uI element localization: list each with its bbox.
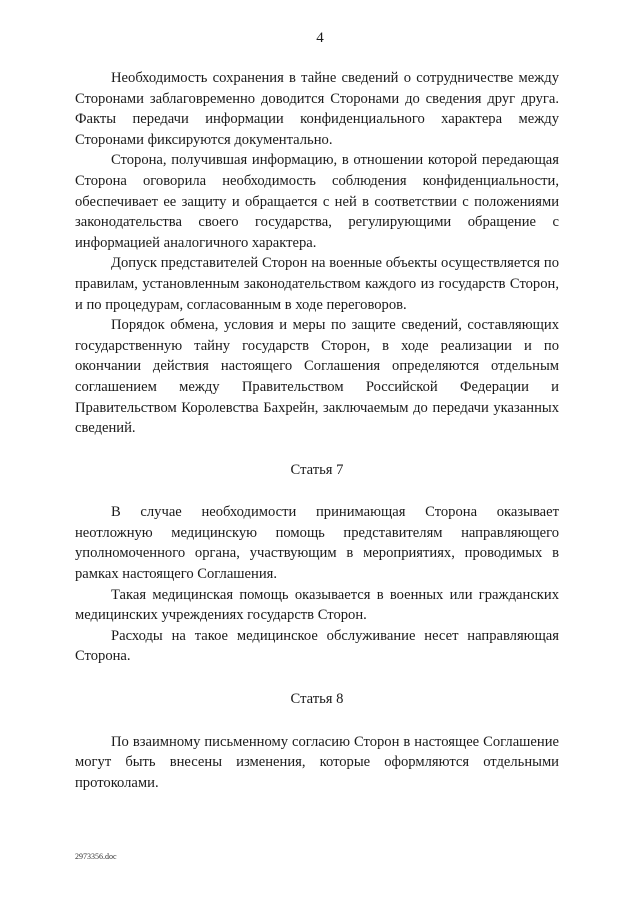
article6-paragraph-4: Порядок обмена, условия и меры по защите сведений, составляющих государственную тайну государств Сторон, в ходе реализации и по окончании действия настоящего Соглашения определяются отдельным соглашением между Правительством Российской Федерации и Правительством Королевства Бахрейн, заключаемым до передачи указанных сведений. xyxy=(75,317,559,437)
article7-paragraph-2: Такая медицинская помощь оказывается в военных или гражданских медицинских учреждениях государств Сторон. xyxy=(75,586,559,624)
document-body xyxy=(75,68,559,793)
article6-paragraph-3: Допуск представителей Сторон на военные объекты осуществляется по правилам, установленным законодательством каждого из государств Сторон, и по процедурам, согласованным в ходе переговоров. xyxy=(75,255,559,313)
article7-paragraph-3: Расходы на такое медицинское обслуживание несет направляющая Сторона. xyxy=(75,627,559,665)
article8-heading: Статья 8 xyxy=(290,691,344,708)
article6-paragraph-2: Сторона, получившая информацию, в отношении которой передающая Сторона оговорила необходимость соблюдения конфиденциальности, обеспечивает ее защиту и обращается с ней в соответствии с положениями законодательства своего государства, регулирующими обращение с информацией аналогичного характера. xyxy=(75,152,559,251)
article7-heading: Статья 7 xyxy=(290,461,344,478)
article6-paragraph-1: Необходимость сохранения в тайне сведений о сотрудничестве между Сторонами заблаговременно доводится Сторонами до сведения друг друга. Факты передачи информации конфиденциального характера между Сторонами фиксируются документально. xyxy=(75,70,559,148)
article8-paragraph-1: По взаимному письменному согласию Сторон в настоящее Соглашение могут быть внесены изменения, которые оформляются отдельными протоколами. xyxy=(75,733,559,791)
article7-paragraph-1: В случае необходимости принимающая Сторона оказывает неотложную медицинскую помощь представителям направляющего уполномоченного органа, участвующим в мероприятиях, проводимых в рамках настоящего Соглашения. xyxy=(75,504,559,583)
page-number: 4 xyxy=(316,30,324,46)
footer-filename: 2973356.doc xyxy=(75,852,117,861)
